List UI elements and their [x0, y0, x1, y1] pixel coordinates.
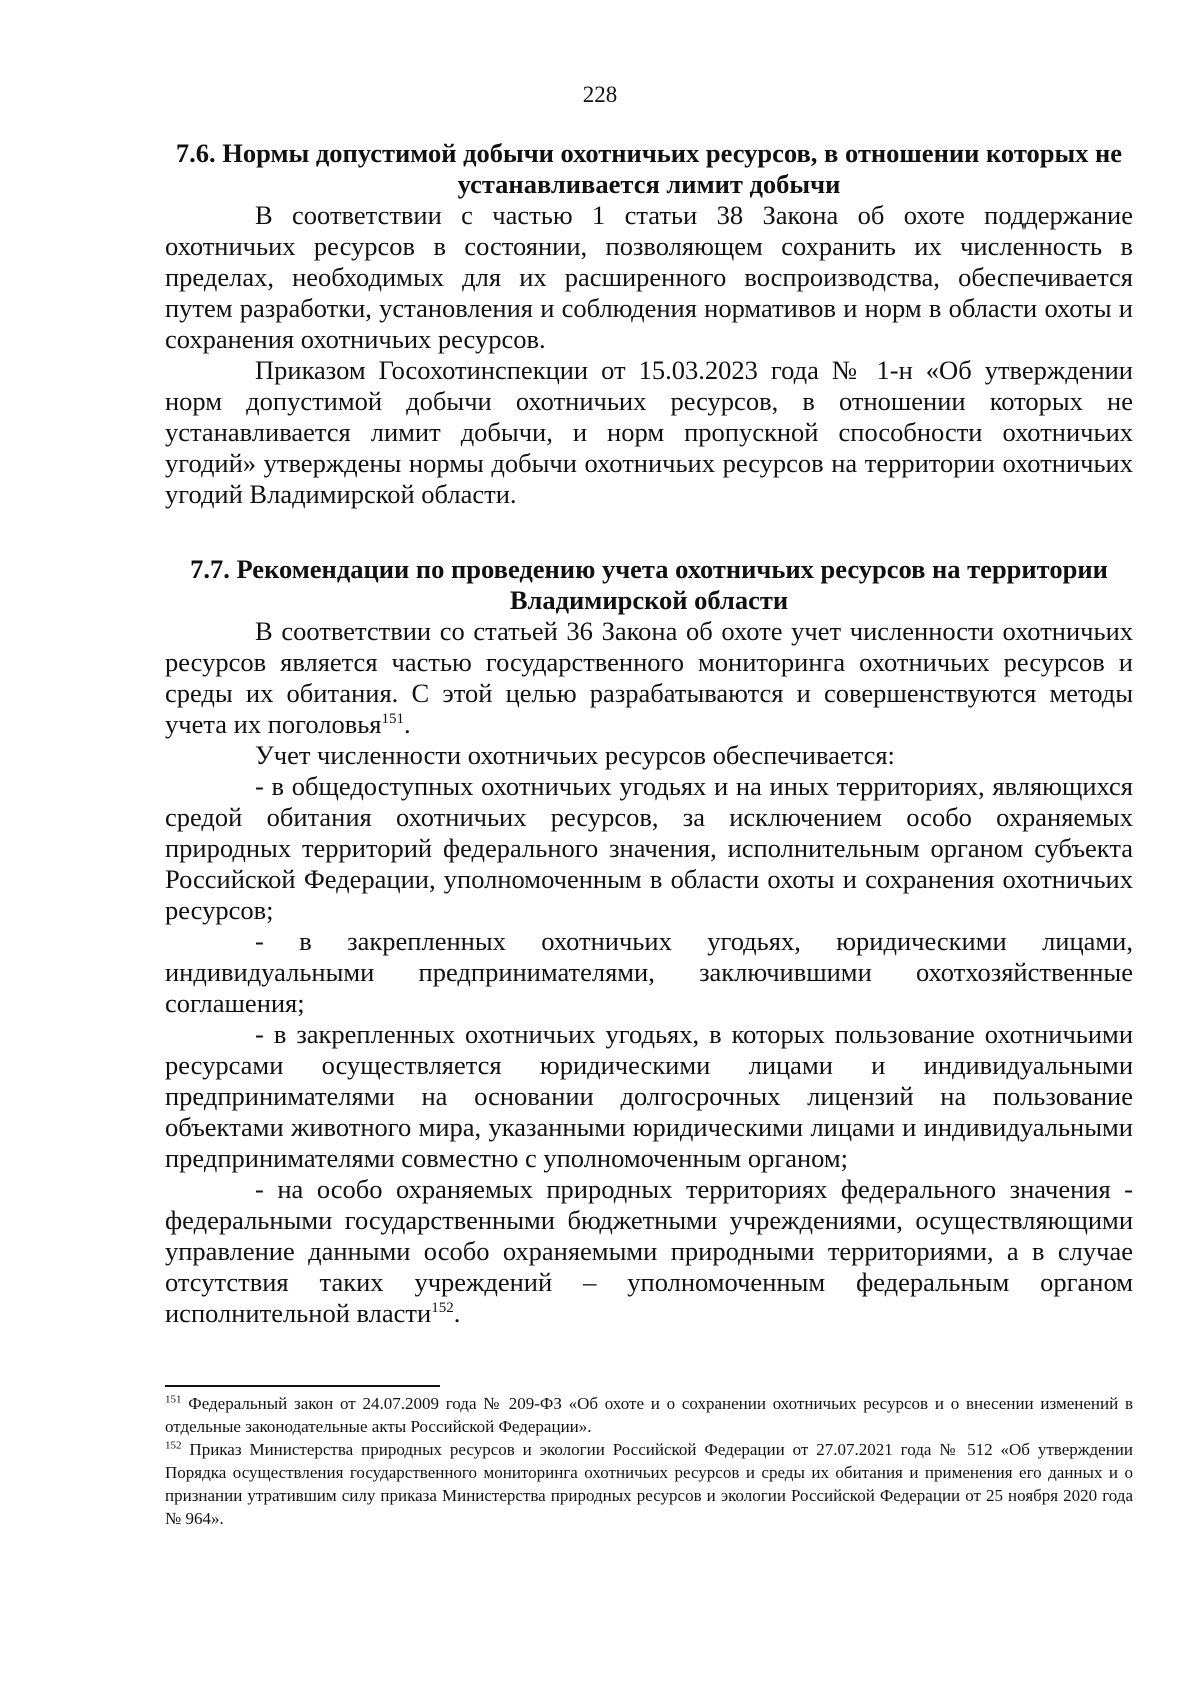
- footnote-text: Приказ Министерства природных ресурсов и экологии Российской Федерации от 27.07.2021 года № 512 «Об утверждении Порядка осуществления государственного мониторинга охотничьих ресурсов и среды их обитания и применения его данных и о признании утратившим силу приказа Министерства природных ресурсов и экологии Российской Федерации от 25 ноября 2020 года № 964».: [165, 1440, 1133, 1528]
- page-number: 228: [582, 82, 618, 107]
- paragraph: В соответствии с частью 1 статьи 38 Закона об охоте поддержание охотничьих ресурсов в состоянии, позволяющем сохранить их численность в пределах, необходимых для их расширенного воспроизводства, обеспечивается путем разработки, установления и соблюдения нормативов и норм в области охоты и сохранения охотничьих ресурсов.: [165, 200, 1133, 354]
- section-heading: 7.6. Нормы допустимой добычи охотничьих ресурсов, в отношении которых не устанавливается лимит добычи: [175, 138, 1123, 199]
- footnote-text: Федеральный закон от 24.07.2009 года № 209-ФЗ «Об охоте и о сохранении охотничьих ресурсов и о внесении изменений в отдельные законодательные акты Российской Федерации».: [165, 1394, 1133, 1436]
- footnote-ref: 152: [431, 1300, 454, 1317]
- section-7-7: [165, 554, 1133, 1329]
- footnotes: [165, 1392, 1133, 1530]
- list-item-end: .: [453, 1298, 461, 1328]
- paragraph: [165, 616, 1133, 740]
- footnote-ref: 151: [381, 711, 404, 728]
- footnote: [165, 1438, 1133, 1530]
- list-item: [165, 1174, 1133, 1329]
- list-item-text: - на особо охраняемых природных территориях федерального значения - федеральными государственными бюджетными учреждениями, осуществляющими управление данными особо охраняемыми природными территориями, а в случае отсутствия таких учреждений – уполномоченным федеральным органом исполнительной власти: [165, 1174, 1133, 1328]
- list-item: - в общедоступных охотничьих угодьях и на иных территориях, являющихся средой обитания охотничьих ресурсов, за исключением особо охраняемых природных территорий федерального значения, исполнительным органом субъекта Российской Федерации, уполномоченным в области охоты и сохранения охотничьих ресурсов;: [165, 771, 1133, 925]
- paragraph-text: В соответствии со статьей 36 Закона об охоте учет численности охотничьих ресурсов является частью государственного мониторинга охотничьих ресурсов и среды их обитания. С этой целью разрабатываются и совершенствуются методы учета их поголовья: [165, 616, 1133, 739]
- footnote: [165, 1392, 1133, 1438]
- footnote-number: 151: [165, 1393, 182, 1406]
- section-heading: 7.7. Рекомендации по проведению учета охотничьих ресурсов на территории Владимирской области: [190, 554, 1108, 615]
- footnote-number: 152: [165, 1439, 182, 1452]
- paragraph: Приказом Госохотинспекции от 15.03.2023 года № 1-н «Об утверждении норм допустимой добычи охотничьих ресурсов, в отношении которых не устанавливается лимит добычи, и норм пропускной способности охотничьих угодий» утверждены нормы добычи охотничьих ресурсов на территории охотничьих угодий Владимирской области.: [165, 355, 1133, 509]
- list-item: - в закрепленных охотничьих угодьях, в которых пользование охотничьими ресурсами осуществляется юридическими лицами и индивидуальными предпринимателями на основании долгосрочных лицензий на пользование объектами животного мира, указанными юридическими лицами и индивидуальными предпринимателями совместно с уполномоченным органом;: [165, 1019, 1133, 1173]
- section-7-6: [165, 138, 1133, 510]
- footnote-separator: [165, 1385, 440, 1387]
- paragraph: Учет численности охотничьих ресурсов обеспечивается:: [255, 740, 895, 770]
- paragraph-end: .: [404, 709, 411, 739]
- list-item: - в закрепленных охотничьих угодьях, юридическими лицами, индивидуальными предпринимателями, заключившими охотхозяйственные соглашения;: [165, 926, 1133, 1018]
